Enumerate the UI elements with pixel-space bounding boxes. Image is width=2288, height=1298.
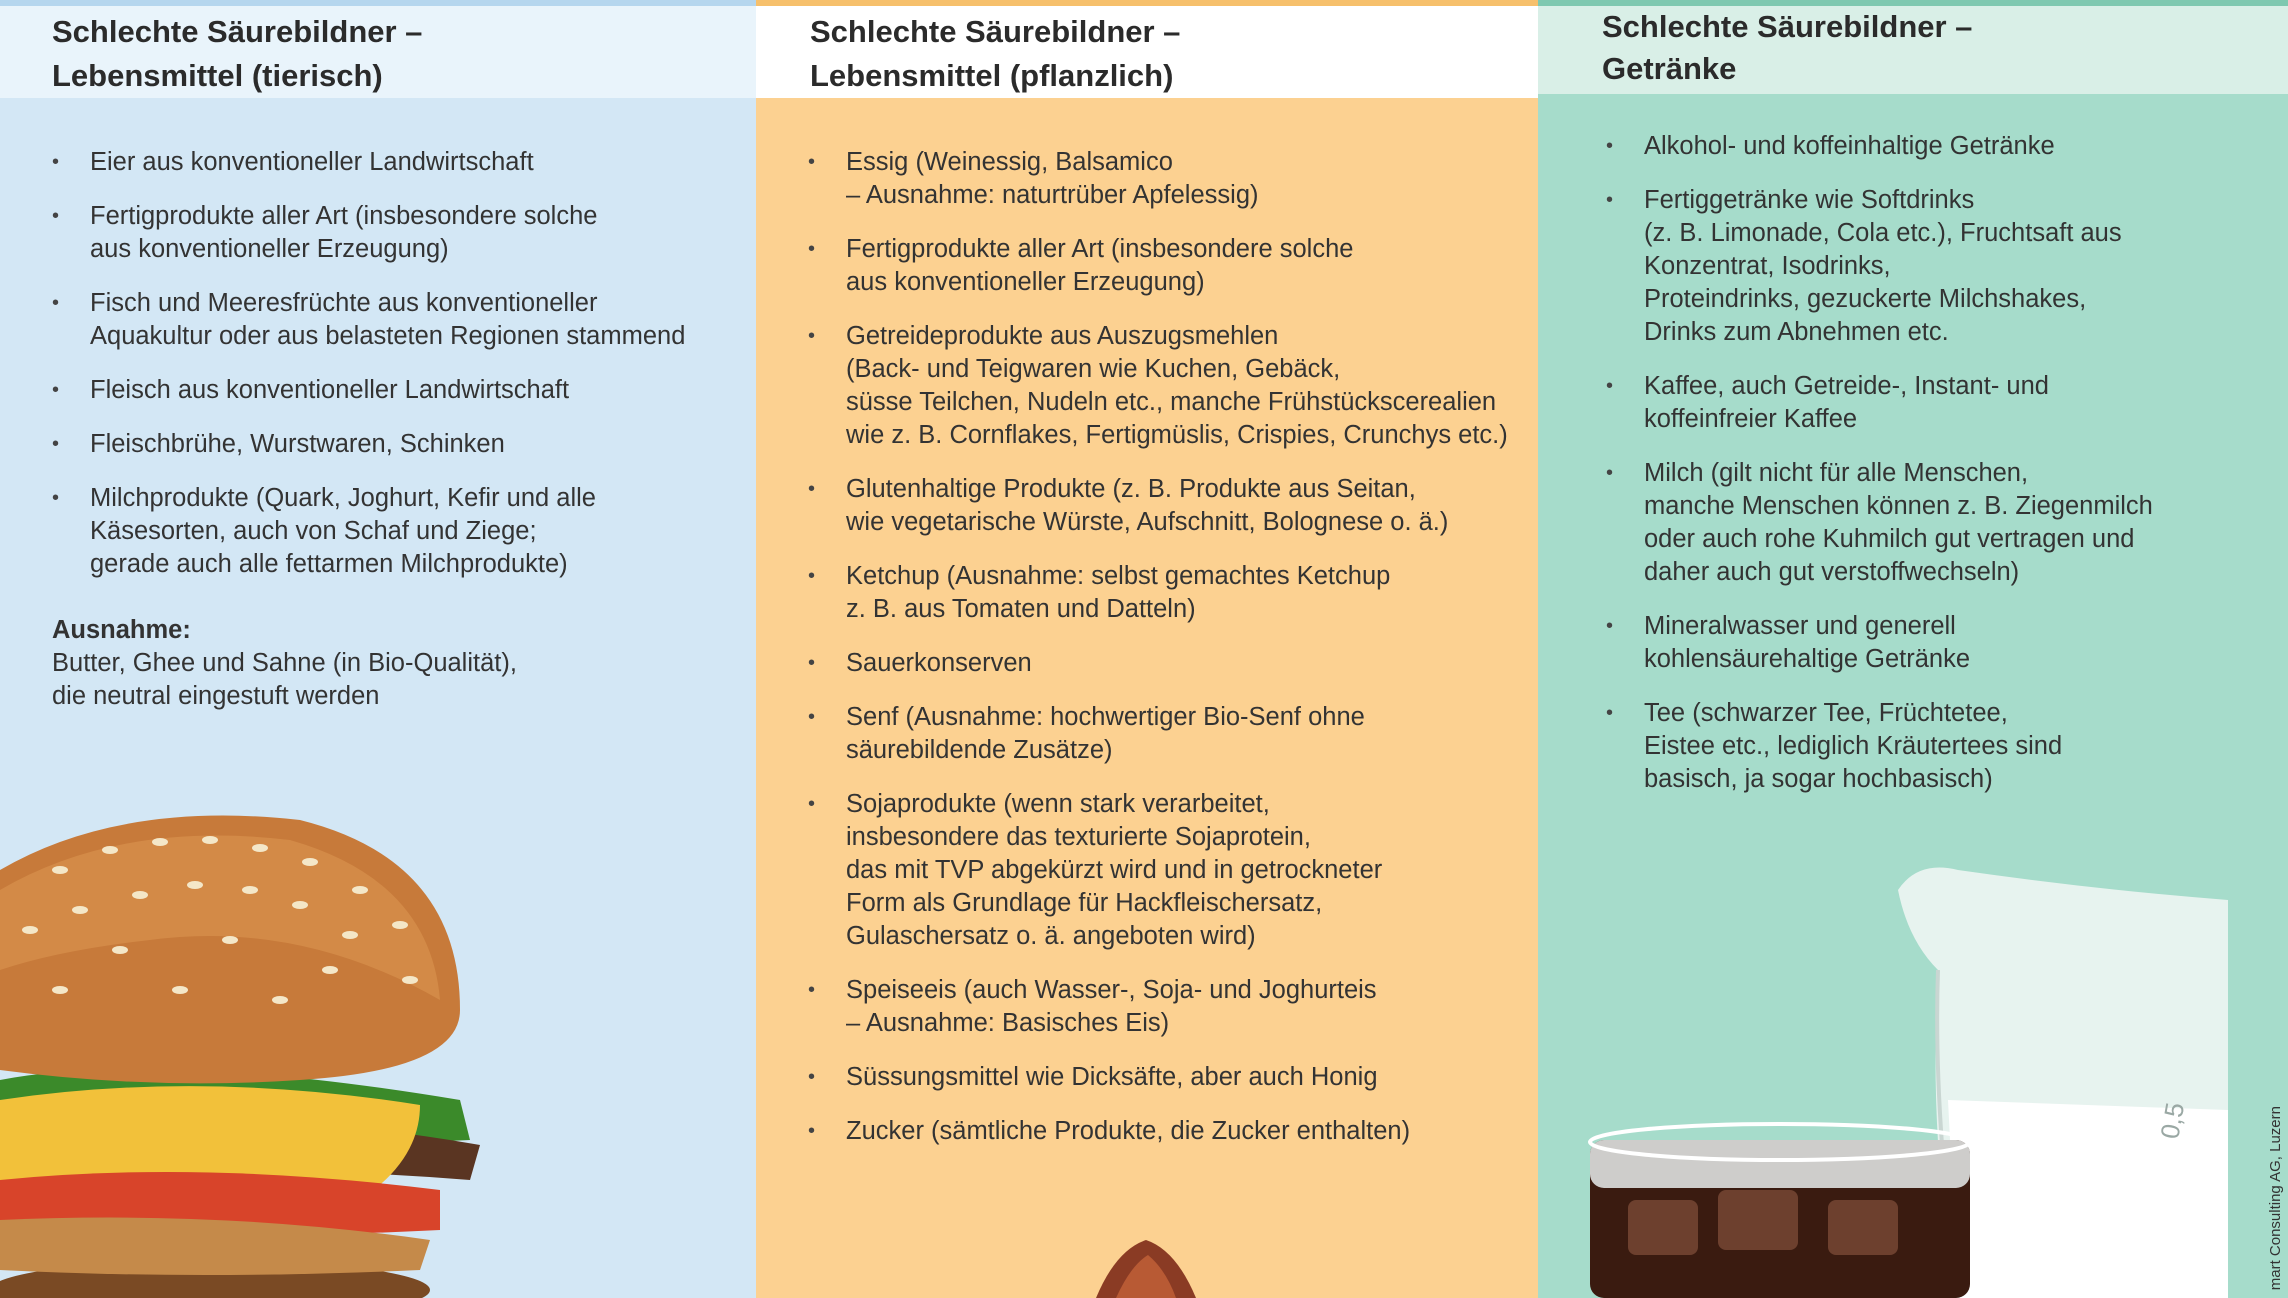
list-item: • Ketchup (Ausnahme: selbst gemachtes Ketchup z. B. aus Tomaten und Datteln) [808,560,1528,626]
list-item: • Zucker (sämtliche Produkte, die Zucker enthalten) [808,1115,1528,1148]
list-item: • Fisch und Meeresfrüchte aus konventioneller Aquakultur oder aus belasteten Regionen stammend [52,287,742,353]
photo-credit: mart Consulting AG, Luzern [2267,1105,2284,1290]
list-animal [52,146,742,602]
column-header [756,6,1538,98]
list-plant [808,146,1528,1169]
exception-note [52,614,692,713]
list-item: • Milchprodukte (Quark, Joghurt, Kefir und alle Käsesorten, auch von Schaf und Ziege; gerade auch alle fettarmen Milchprodukte) [52,482,742,581]
column-title-plant: Schlechte Säurebildner – Lebensmittel (pflanzlich) [810,14,1181,93]
list-item: • Essig (Weinessig, Balsamico – Ausnahme: naturtrüber Apfelessig) [808,146,1528,212]
food-image [1086,1240,1206,1298]
list-item: • Mineralwasser und generell kohlensäurehaltige Getränke [1606,610,2266,676]
list-item: • Fleischbrühe, Wurstwaren, Schinken [52,428,742,461]
list-item: • Sauerkonserven [808,647,1528,680]
list-item: • Glutenhaltige Produkte (z. B. Produkte aus Seitan, wie vegetarische Würste, Aufschnitt, Bolognese o. ä.) [808,473,1528,539]
list-item: • Speiseeis (auch Wasser-, Soja- und Joghurteis – Ausnahme: Basisches Eis) [808,974,1528,1040]
list-item: • Fertigprodukte aller Art (insbesondere solche aus konventioneller Erzeugung) [52,200,742,266]
list-item: • Süssungsmittel wie Dicksäfte, aber auch Honig [808,1061,1528,1094]
list-item: • Getreideprodukte aus Auszugsmehlen (Back- und Teigwaren wie Kuchen, Gebäck, süsse Teilchen, Nudeln etc., manche Frühstückscerealien wie z. B. Cornflakes, Fertigmüslis, Crispies, Crunchys etc.) [808,320,1528,452]
list-item: • Tee (schwarzer Tee, Früchtetee, Eistee etc., lediglich Kräutertees sind basisch, ja sogar hochbasisch) [1606,697,2266,796]
list-drinks [1606,130,2266,817]
list-item: • Eier aus konventioneller Landwirtschaft [52,146,742,179]
column-header [0,6,756,98]
list-item: • Fertiggetränke wie Softdrinks (z. B. Limonade, Cola etc.), Fruchtsaft aus Konzentrat, Isodrinks, Proteindrinks, gezuckerte Milchshakes, Drinks zum Abnehmen etc. [1606,184,2266,349]
list-item: • Sojaprodukte (wenn stark verarbeitet, insbesondere das texturierte Sojaprotein, das mit TVP abgekürzt wird und in getrockneter Form als Grundlage für Hackfleischersatz, Gulaschersatz o. ä. angeboten wird) [808,788,1528,953]
exception-text: Butter, Ghee und Sahne (in Bio-Qualität), die neutral eingestuft werden [52,649,517,710]
column-header [1538,6,2288,94]
list-item: • Fleisch aus konventioneller Landwirtschaft [52,374,742,407]
burger-image [0,800,520,1298]
drinks-image [1538,850,2288,1298]
column-title-drinks: Schlechte Säurebildner – Getränke [1602,9,1973,86]
column-drinks [1538,0,2288,1298]
column-animal [0,0,756,1298]
list-item: • Fertigprodukte aller Art (insbesondere solche aus konventioneller Erzeugung) [808,233,1528,299]
list-item: • Alkohol- und koffeinhaltige Getränke [1606,130,2266,163]
column-title-animal: Schlechte Säurebildner – Lebensmittel (tierisch) [52,14,423,93]
jug-marking: 0,5 [2154,1100,2191,1142]
column-plant [756,0,1538,1298]
exception-title: Ausnahme: [52,616,191,644]
list-item: • Milch (gilt nicht für alle Menschen, manche Menschen können z. B. Ziegenmilch oder auch rohe Kuhmilch gut vertragen und daher auch gut verstoffwechseln) [1606,457,2266,589]
list-item: • Senf (Ausnahme: hochwertiger Bio-Senf ohne säurebildende Zusätze) [808,701,1528,767]
list-item: • Kaffee, auch Getreide-, Instant- und koffeinfreier Kaffee [1606,370,2266,436]
